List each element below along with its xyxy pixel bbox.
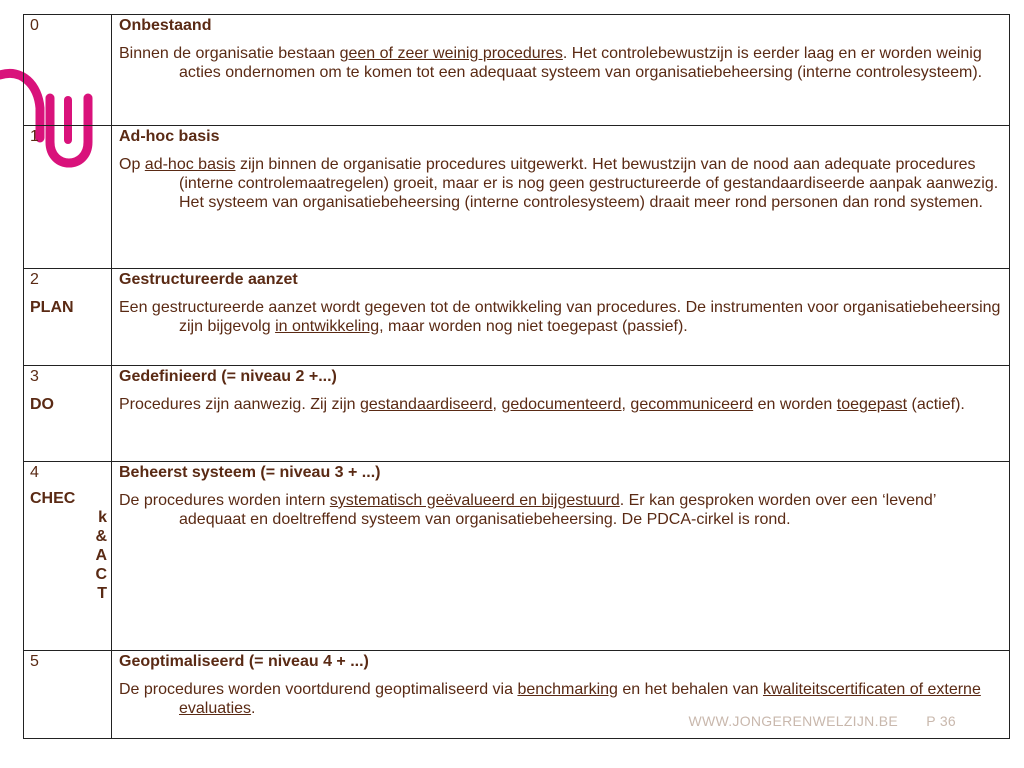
level-description [119, 155, 1001, 212]
text-segment: . Het controlebewustzijn is eerder laag en er worden weinig acties ondernomen om te komen tot een adequaat systeem van organisatiebeheersing (interne controlesysteem). [179, 45, 983, 81]
level-number: 2 [30, 271, 39, 288]
level-description-cell [112, 126, 1010, 269]
level-description-cell [112, 15, 1010, 126]
level-number: 0 [30, 17, 39, 34]
text-segment: Procedures zijn aanwezig. Zij zijn [119, 396, 360, 413]
pdca-tag-start: CHEC [30, 490, 76, 507]
text-segment: De procedures worden voortdurend geoptimaliseerd via [119, 681, 518, 698]
level-cell [24, 15, 112, 126]
maturity-levels-table [23, 14, 1010, 739]
level-title: Beheerst systeem (= niveau 3 + ...) [119, 464, 381, 481]
emphasized-text: kwaliteitscertificaten of externe evaluaties [179, 681, 981, 717]
pdca-tag: PLAN [30, 299, 74, 316]
level-number: 4 [30, 464, 39, 481]
text-segment: en worden [753, 396, 837, 413]
text-segment: Op [119, 156, 145, 173]
level-description-cell [112, 366, 1010, 462]
level-row [24, 366, 1010, 462]
text-segment: . Er kan gesproken worden over een ‘levend’ adequaat en doeltreffend systeem van organisatiebeheersing. De PDCA-cirkel is rond. [179, 492, 936, 528]
emphasized-text: toegepast [836, 396, 908, 413]
pdca-tag-letter: A [95, 547, 107, 564]
level-cell [24, 651, 112, 739]
emphasized-text: gecommuniceerd [630, 396, 754, 413]
level-title: Onbestaand [119, 17, 212, 34]
level-title: Ad-hoc basis [119, 128, 220, 145]
level-description-cell [112, 462, 1010, 651]
level-cell [24, 366, 112, 462]
pdca-tag-letter: C [95, 566, 107, 583]
emphasized-text: benchmarking [517, 681, 618, 698]
emphasized-text: geen of zeer weinig procedures [339, 45, 563, 62]
level-number: 5 [30, 653, 39, 670]
text-segment: . [251, 700, 256, 717]
level-number: 3 [30, 368, 39, 385]
page-number: P 36 [926, 713, 956, 729]
emphasized-text: in ontwikkeling [275, 318, 380, 335]
text-segment: en het behalen van [617, 681, 763, 698]
footer [688, 713, 956, 729]
footer-site: WWW.JONGERENWELZIJN.BE [688, 713, 899, 729]
emphasized-text: gedocumenteerd [501, 396, 622, 413]
pdca-tag: DO [30, 396, 54, 413]
text-segment: zijn binnen de organisatie procedures uitgewerkt. Het bewustzijn van de nood aan adequate procedures (interne controlemaatregelen) groeit, maar er is nog geen gestructureerde of gestandaardiseerde aanpak aanwezig. Het systeem van organisatiebeheersing (interne controlesysteem) draait meer rond personen dan rond systemen. [179, 156, 999, 211]
level-description [119, 44, 1001, 82]
level-title: Geoptimaliseerd (= niveau 4 + ...) [119, 653, 369, 670]
level-title: Gestructureerde aanzet [119, 271, 298, 288]
pdca-tag-letter: T [97, 585, 107, 602]
emphasized-text: ad-hoc basis [144, 156, 236, 173]
level-description [119, 491, 1001, 529]
level-row [24, 269, 1010, 366]
level-number: 1 [30, 128, 39, 145]
level-cell [24, 126, 112, 269]
text-segment: Binnen de organisatie bestaan [119, 45, 340, 62]
level-description [119, 298, 1001, 336]
level-row [24, 126, 1010, 269]
text-segment: , [621, 396, 631, 413]
level-description [119, 395, 1001, 414]
text-segment: (actief). [907, 396, 965, 413]
text-segment: Een gestructureerde aanzet wordt gegeven tot de ontwikkeling van procedures. De instrumenten voor organisatiebeheersing zijn bijgevolg [119, 299, 1001, 335]
emphasized-text: gestandaardiseerd [360, 396, 493, 413]
pdca-tag-letter: k [98, 509, 107, 526]
pdca-tag [30, 489, 107, 603]
level-cell [24, 462, 112, 651]
text-segment: , [492, 396, 502, 413]
text-segment: , maar worden nog niet toegepast (passief). [379, 318, 688, 335]
level-cell [24, 269, 112, 366]
emphasized-text: systematisch geëvalueerd en bijgestuurd [329, 492, 620, 509]
text-segment: De procedures worden intern [119, 492, 330, 509]
pdca-tag-letter: & [95, 528, 107, 545]
level-description-cell [112, 269, 1010, 366]
level-row [24, 462, 1010, 651]
level-row [24, 15, 1010, 126]
level-title: Gedefinieerd (= niveau 2 +...) [119, 368, 337, 385]
